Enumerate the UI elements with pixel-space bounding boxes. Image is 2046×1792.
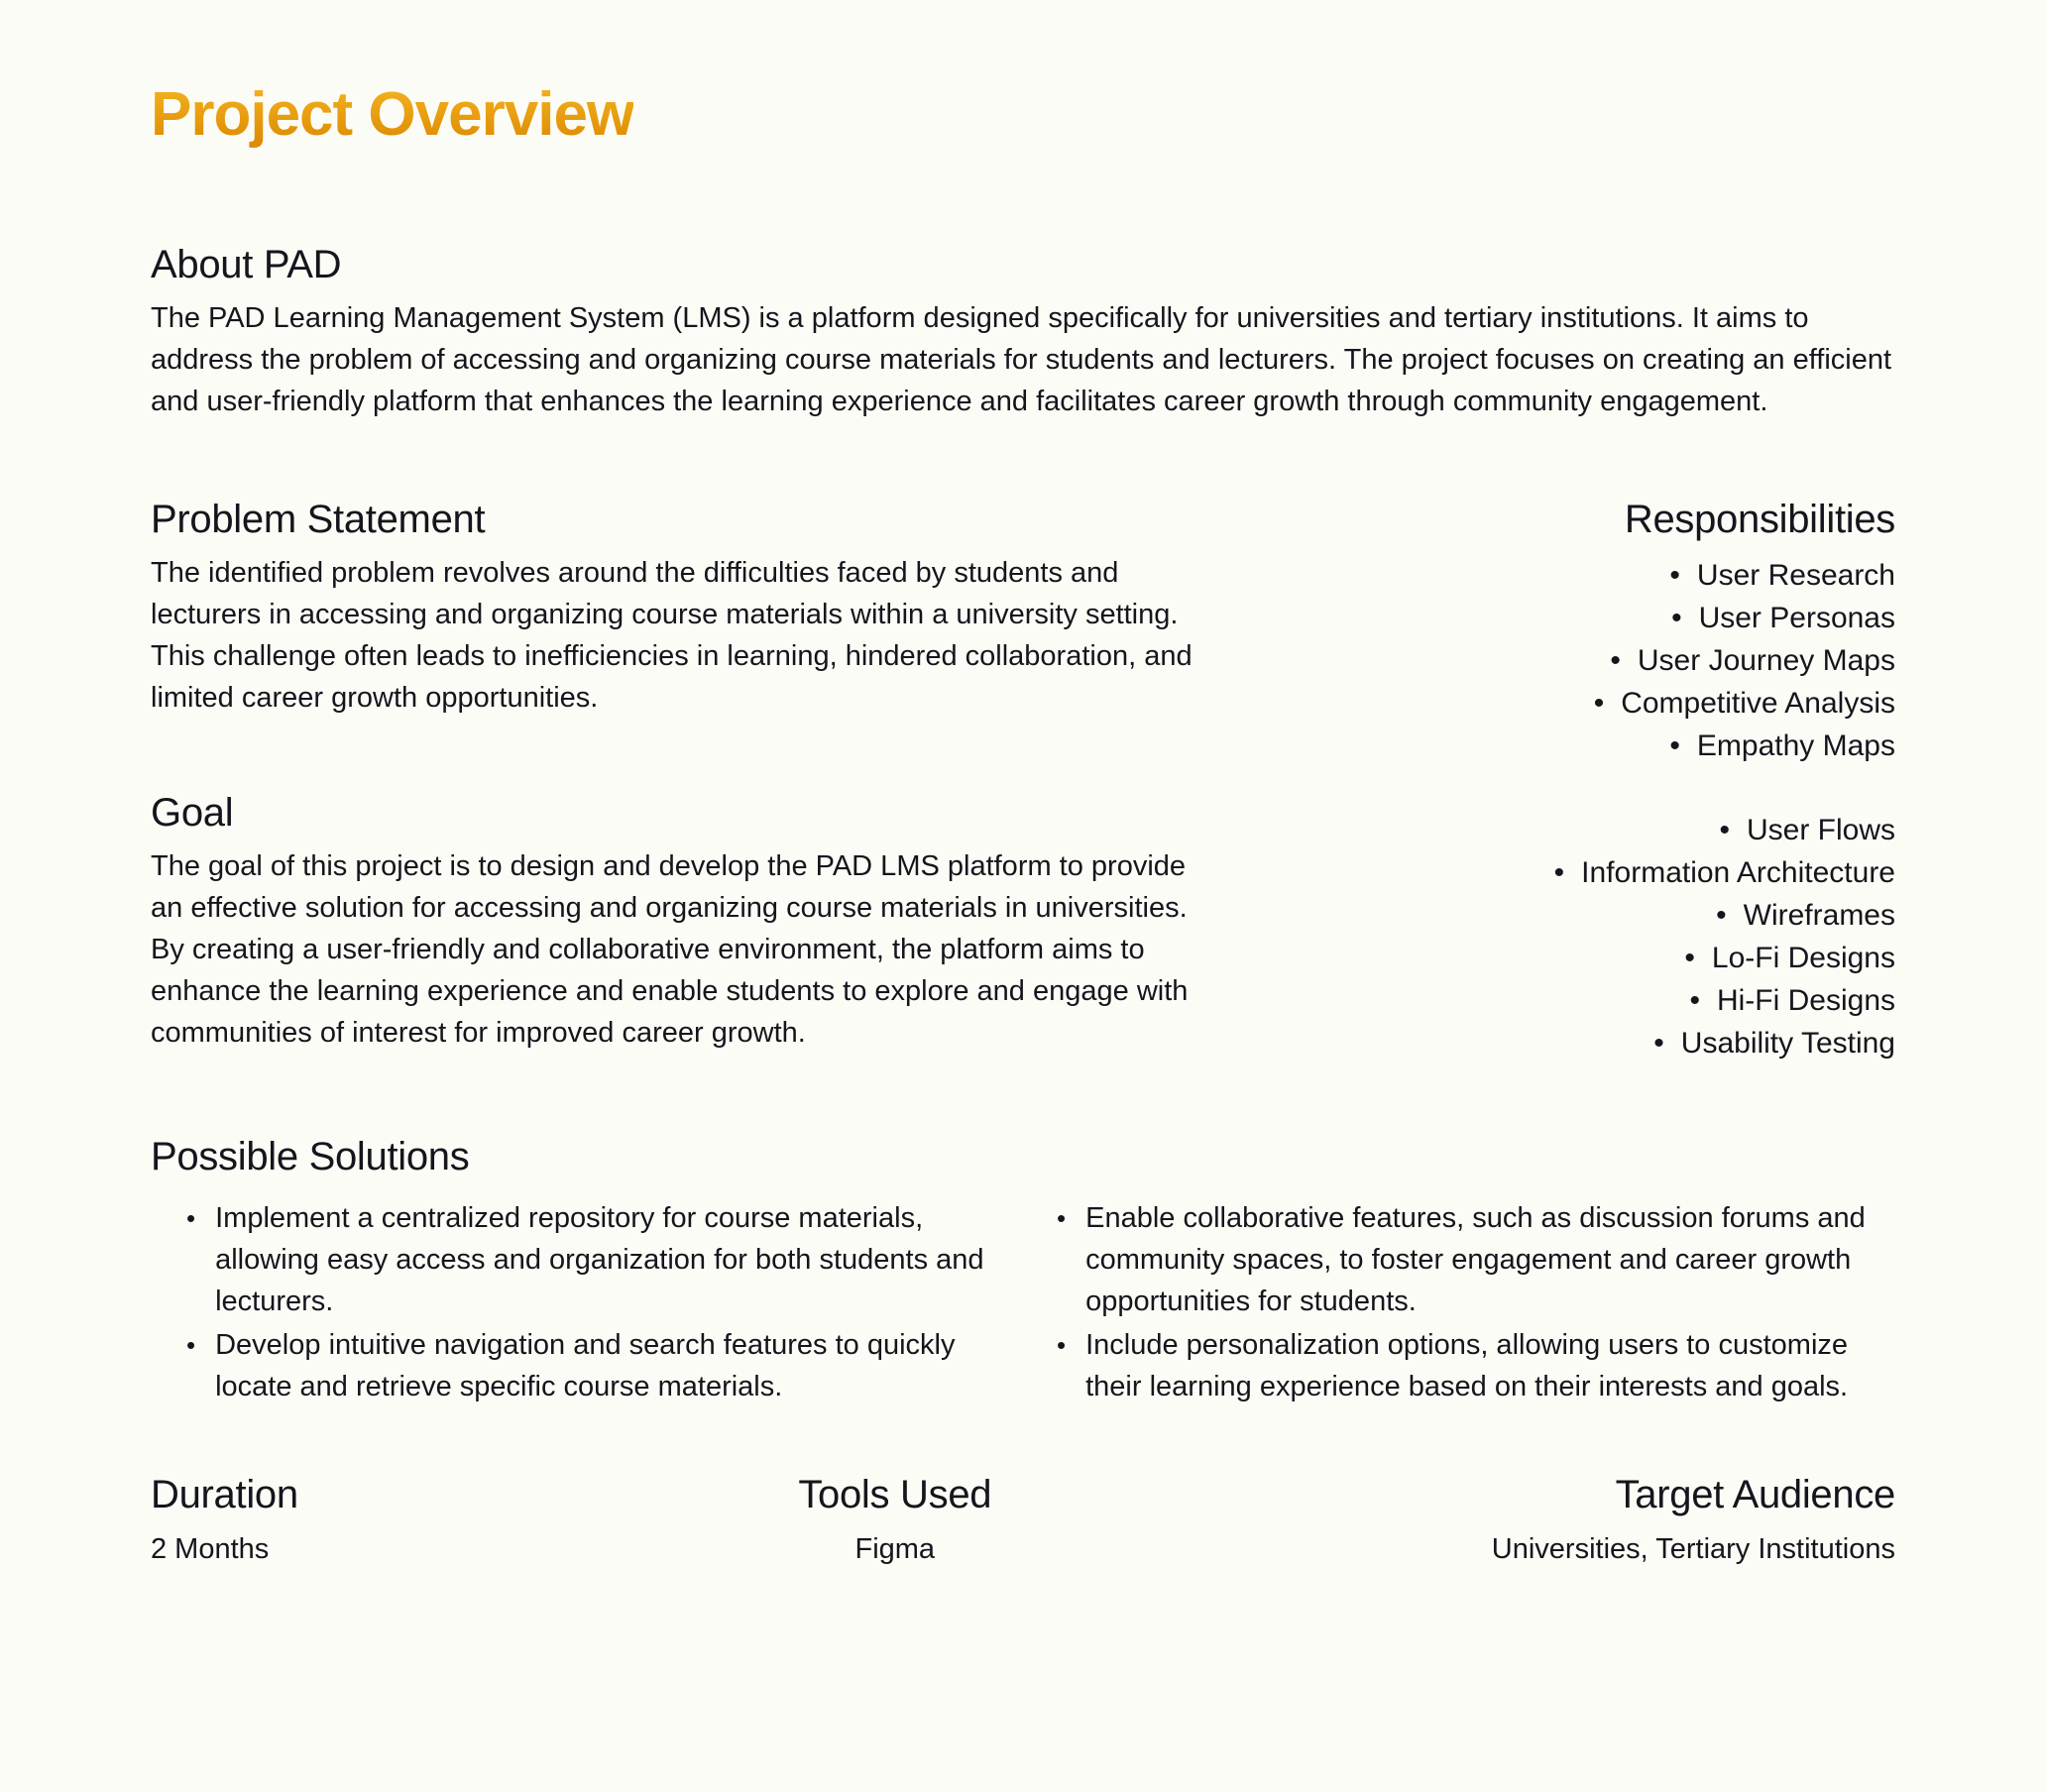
goal-block	[151, 788, 1211, 1054]
problem-body: The identified problem revolves around the difficulties faced by students and lecturers in accessing and organizing course materials within a university setting. This challenge often leads to inefficiencies in learning, hindered collaboration, and limited career growth opportunities.	[151, 557, 1193, 715]
responsibility-item-text: Competitive Analysis	[1621, 687, 1895, 721]
target-audience-block	[1492, 1471, 1895, 1568]
bullet-icon: •	[1671, 602, 1682, 635]
responsibility-item	[1211, 597, 1895, 639]
responsibility-item-text: Usability Testing	[1680, 1027, 1895, 1061]
possible-solutions-section	[151, 1132, 1895, 1409]
responsibility-item-text: Empathy Maps	[1696, 729, 1895, 763]
responsibilities-list-group2	[1211, 809, 1895, 1064]
solution-item	[1057, 1324, 1895, 1407]
responsibility-item-text: Lo-Fi Designs	[1711, 942, 1895, 975]
duration-block	[151, 1471, 298, 1568]
responsibilities-block	[1211, 495, 1895, 1064]
bullet-icon: •	[1057, 1330, 1067, 1361]
responsibility-item	[1211, 937, 1895, 979]
responsibilities-heading: Responsibilities	[1624, 498, 1895, 542]
tools-used-value: Figma	[854, 1533, 936, 1566]
problem-heading: Problem Statement	[151, 498, 486, 542]
responsibility-item	[1211, 682, 1895, 725]
bullet-icon: •	[1553, 856, 1565, 890]
solutions-list-left	[151, 1197, 1021, 1409]
solution-item-text: Implement a centralized repository for course materials, allowing easy access and organization for both students and lecturers.	[215, 1202, 984, 1318]
bullet-icon: •	[1669, 559, 1680, 593]
tools-used-heading: Tools Used	[798, 1473, 992, 1517]
left-column	[151, 495, 1211, 1064]
solution-item-text: Develop intuitive navigation and search features to quickly locate and retrieve specific course materials.	[215, 1329, 956, 1403]
bullet-icon: •	[186, 1330, 196, 1361]
responsibility-item	[1211, 979, 1895, 1022]
about-body: The PAD Learning Management System (LMS) is a platform designed specifically for universities and tertiary institutions. It aims to address the problem of accessing and organizing course materials for students and lecturers. The project focuses on creating an efficient and user-friendly platform that enhances the learning experience and facilitates career growth through community engagement.	[151, 302, 1892, 418]
bullet-icon: •	[1669, 729, 1680, 763]
solution-item	[186, 1197, 1021, 1322]
responsibility-item-text: User Research	[1696, 559, 1895, 593]
responsibility-item	[1211, 725, 1895, 767]
responsibility-item-text: Hi-Fi Designs	[1716, 984, 1895, 1018]
target-audience-value: Universities, Tertiary Institutions	[1491, 1533, 1895, 1566]
responsibilities-list-group1	[1211, 554, 1895, 767]
solutions-columns	[151, 1197, 1895, 1409]
about-section	[151, 240, 1895, 422]
responsibility-item-text: User Flows	[1746, 814, 1895, 847]
problem-statement-block	[151, 495, 1211, 719]
responsibility-item-text: User Personas	[1698, 602, 1895, 635]
responsibility-item	[1211, 639, 1895, 682]
bullet-icon: •	[1610, 644, 1621, 678]
bullet-icon: •	[1719, 814, 1730, 847]
responsibility-item	[1211, 554, 1895, 597]
goal-heading: Goal	[151, 791, 234, 836]
responsibility-item	[1211, 851, 1895, 894]
tools-used-block	[798, 1471, 991, 1568]
responsibility-item	[1211, 1022, 1895, 1064]
solutions-list-right	[1021, 1197, 1895, 1409]
bullet-icon: •	[186, 1203, 196, 1234]
about-heading: About PAD	[151, 243, 342, 287]
duration-heading: Duration	[151, 1473, 298, 1517]
responsibility-item-text: User Journey Maps	[1637, 644, 1895, 678]
responsibility-item-text: Wireframes	[1743, 899, 1895, 933]
duration-value: 2 Months	[151, 1533, 270, 1566]
bullet-icon: •	[1057, 1203, 1067, 1234]
project-meta-row	[151, 1471, 1895, 1568]
target-audience-heading: Target Audience	[1615, 1473, 1895, 1517]
bullet-icon: •	[1684, 942, 1695, 975]
solution-item-text: Enable collaborative features, such as discussion forums and community spaces, to foster engagement and career growth opportunities for students.	[1085, 1202, 1866, 1318]
bullet-icon: •	[1716, 899, 1727, 933]
responsibility-item	[1211, 809, 1895, 851]
bullet-icon: •	[1653, 1027, 1664, 1061]
solutions-heading: Possible Solutions	[151, 1135, 470, 1179]
bullet-icon: •	[1593, 687, 1605, 721]
responsibility-item-text: Information Architecture	[1581, 856, 1895, 890]
responsibility-item	[1211, 894, 1895, 937]
solution-item	[186, 1324, 1021, 1407]
solution-item	[1057, 1197, 1895, 1322]
goal-body: The goal of this project is to design and develop the PAD LMS platform to provide an effective solution for accessing and organizing course materials in universities. By creating a user-friendly and collaborative environment, the platform aims to enhance the learning experience and enable students to explore and engage with communities of interest for improved career growth.	[151, 850, 1189, 1050]
solution-item-text: Include personalization options, allowing users to customize their learning experience based on their interests and goals.	[1085, 1329, 1849, 1403]
problem-goal-responsibilities-section	[151, 495, 1895, 1064]
page-title: Project Overview	[151, 80, 634, 149]
bullet-icon: •	[1689, 984, 1700, 1018]
